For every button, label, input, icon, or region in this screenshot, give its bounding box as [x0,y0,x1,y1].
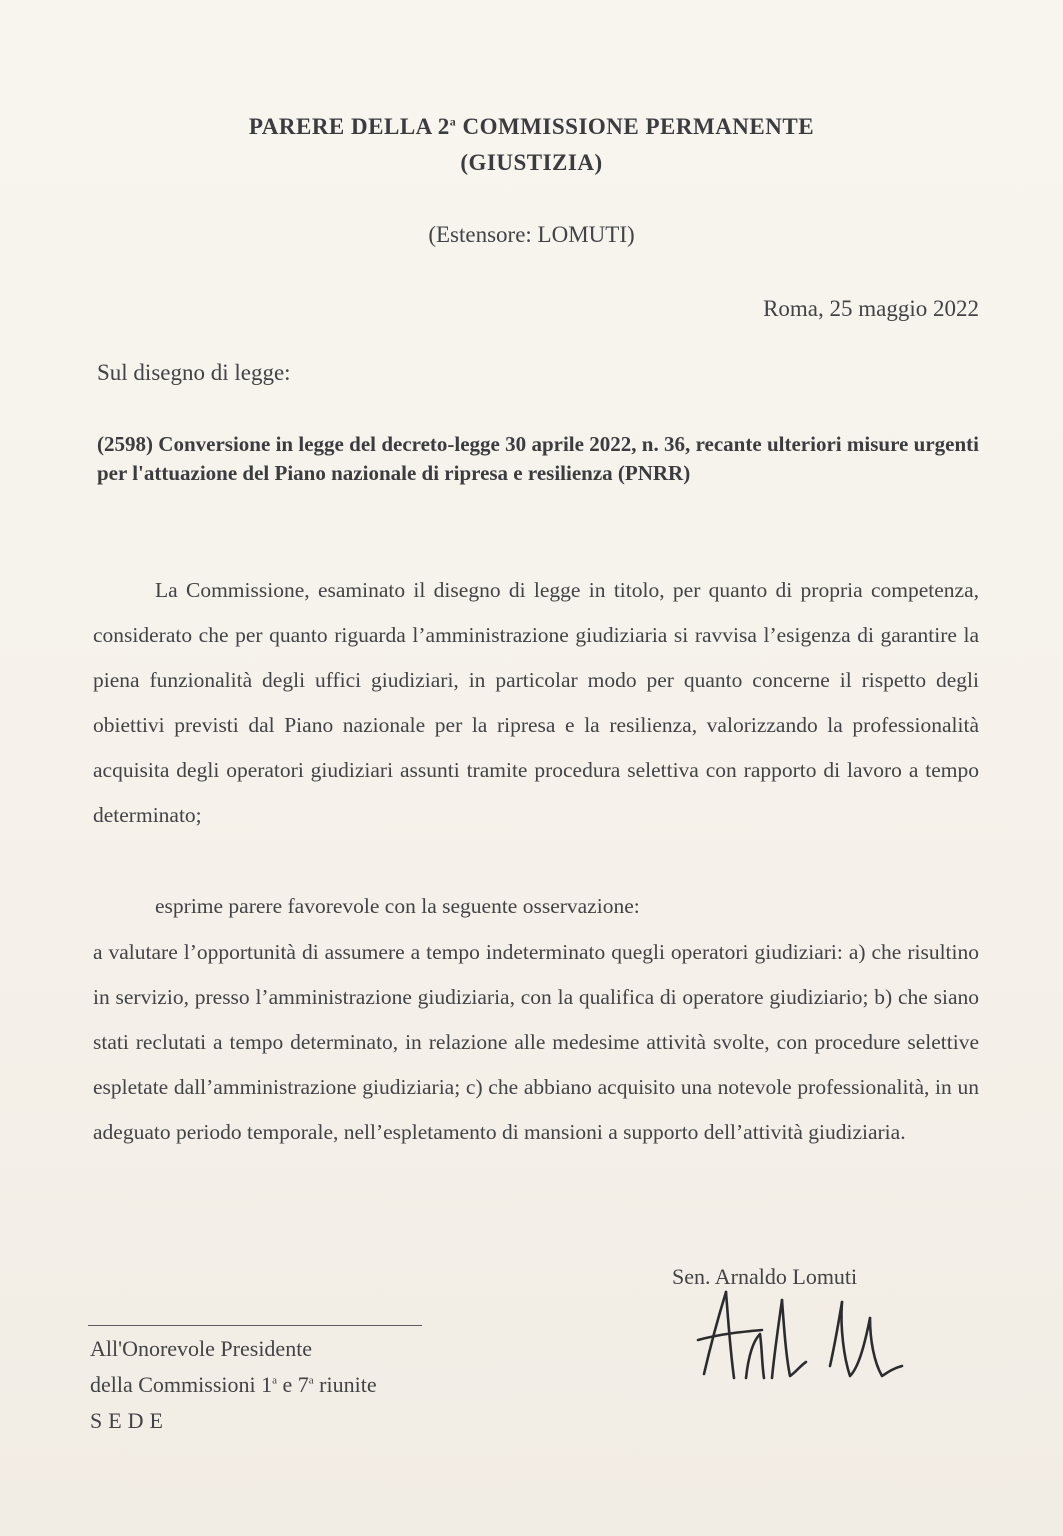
author-line: (Estensore: LOMUTI) [428,222,635,247]
handwritten-signature [690,1278,930,1398]
paragraph-observation: a valutare l’opportunità di assumere a tempo indeterminato quegli operatori giudiziari: a) che risultino in servizio, presso l’amministrazione giudiziaria, con la qualifica di operatore giudiziario; b) che siano stati reclutati a tempo determinato, in relazione alle medesime attività svolte, con procedure selettive espletate dall’amministrazione giudiziaria; c) che abbiano acquisito una notevole professionalità, in un adeguato periodo temporale, nell’espletamento di mansioni a supporto dell’attività giudiziaria. [93,940,979,1144]
addressee-line2: della Commissioni 1$^a$ e 7$^a$ riunite [90,1372,377,1397]
document-date: Roma, 25 maggio 2022 [763,296,979,321]
addressee-line1: All'Onorevole Presidente [90,1336,313,1361]
signer-name: Sen. Arnaldo Lomuti [672,1264,858,1289]
bill-title: (2598) Conversione in legge del decreto-legge 30 aprile 2022, n. 36, recante ulteriori misure urgenti per l'attuazione del Piano nazionale di ripresa e resilienza (PNRR) [97,432,979,485]
document-title-line1: PARERE DELLA 2$^a$ COMMISSIONE PERMANENTE [248,114,815,139]
addressee-line3: SEDE [90,1408,169,1433]
signature-rule [88,1325,422,1326]
paragraph-considerations: La Commissione, esaminato il disegno di legge in titolo, per quanto di propria competenza, considerato che per quanto riguarda l’amministrazione giudiziaria si ravvisa l’esigenza di garantire la piena funzionalità degli uffici giudiziari, in particolar modo per quanto concerne il rispetto degli obiettivi previsti dal Piano nazionale per la ripresa e la resilienza, valorizzando la professionalità acquisita degli operatori giudiziari assunti tramite procedura selettiva con rapporto di lavoro a tempo determinato; [93,578,979,827]
paragraph-opinion: esprime parere favorevole con la seguente osservazione: [155,894,640,918]
intro-text: Sul disegno di legge: [97,360,291,385]
document-title-line2: (GIUSTIZIA) [460,150,603,175]
